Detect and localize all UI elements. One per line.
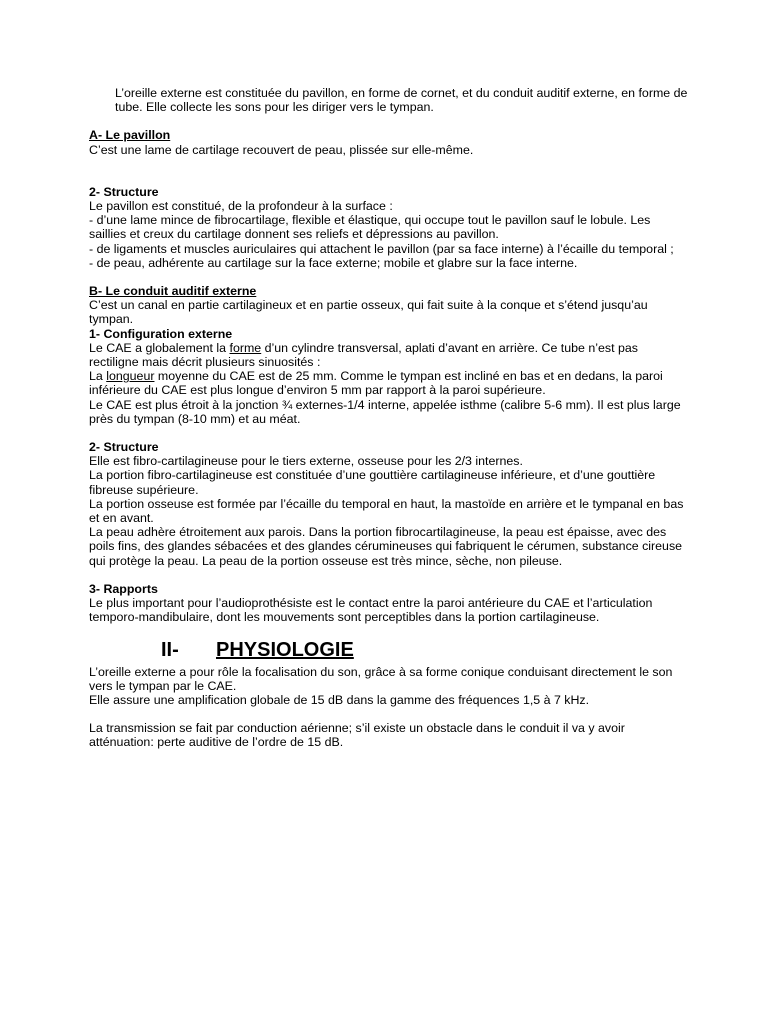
- section-physiologie: [89, 665, 689, 708]
- physiologie-paragraph: Elle assure une amplification globale de 15 dB dans la gamme des fréquences 1,5 à 7 kHz.: [89, 692, 590, 707]
- heading-conduit-structure: 2- Structure: [89, 440, 159, 455]
- conduit-structure-line: Elle est fibro-cartilagineuse pour le tiers externe, osseuse pour les 2/3 internes.: [89, 454, 523, 469]
- text-segment: d’un cylindre transversal, aplati d’avant en arrière. Ce tube n’est pas rectiligne mais décrit plusieurs sinuosités :: [89, 340, 638, 370]
- conduit-structure-line: La portion fibro-cartilagineuse est constituée d’une gouttière cartilagineuse inférieure, et d’une gouttière fibreuse supérieure.: [89, 468, 656, 497]
- physiologie-heading: PHYSIOLOGIE: [216, 638, 354, 661]
- text-segment: La: [89, 369, 107, 384]
- configuration-paragraph-isthme: Le CAE est plus étroit à la jonction ¾ externes-1/4 interne, appelée isthme (calibre 5-6 mm). Il est plus large près du tympan (8-10 mm) et au méat.: [89, 397, 681, 426]
- heading-pavillon-structure: 2- Structure: [89, 184, 159, 199]
- physiologie-paragraph: L’oreille externe a pour rôle la focalisation du son, grâce à sa forme conique conduisant directement le son vers le tympan par le CAE.: [89, 664, 673, 693]
- physiologie-title: [161, 639, 689, 661]
- pavillon-description: C’est une lame de cartilage recouvert de peau, plissée sur elle-même.: [89, 142, 474, 157]
- pavillon-structure-line: - de peau, adhérente au cartilage sur la face externe; mobile et glabre sur la face interne.: [89, 255, 578, 270]
- section-pavillon: [89, 128, 689, 156]
- physiologie-number: II-: [161, 638, 179, 661]
- configuration-paragraph-forme: [89, 341, 689, 369]
- document-page: [89, 86, 689, 764]
- heading-configuration: 1- Configuration externe: [89, 326, 233, 341]
- section-rapports: [89, 582, 689, 625]
- section-transmission: [89, 721, 689, 749]
- underlined-term-longueur: longueur: [106, 369, 155, 384]
- pavillon-structure-line: - de ligaments et muscles auriculaires qui attachent le pavillon (par sa face interne) à l’écaille du temporal ;: [89, 241, 674, 256]
- heading-conduit: B- Le conduit auditif externe: [89, 284, 257, 299]
- text-segment: Le CAE a globalement la: [89, 340, 230, 355]
- heading-pavillon: A- Le pavillon: [89, 128, 171, 143]
- configuration-paragraph-longueur: [89, 369, 689, 397]
- conduit-description: C’est un canal en partie cartilagineux et en partie osseux, qui fait suite à la conque et s’étend jusqu’au tympan.: [89, 298, 648, 327]
- pavillon-structure-line: - d’une lame mince de fibrocartilage, flexible et élastique, qui occupe tout le pavillon sauf le lobule. Les saillies et creux du cartilage donnent ses reliefs et dépressions au pavillon.: [89, 213, 651, 242]
- section-pavillon-structure: [89, 185, 689, 270]
- text-segment: moyenne du CAE est de 25 mm. Comme le tympan est incliné en bas et en dedans, la paroi inférieure du CAE est plus longue d’environ 5 mm par rapport à la paroi supérieure.: [89, 369, 663, 398]
- section-conduit-structure: [89, 440, 689, 568]
- pavillon-structure-line: Le pavillon est constitué, de la profondeur à la surface :: [89, 199, 393, 214]
- intro-paragraph: L’oreille externe est constituée du pavillon, en forme de cornet, et du conduit auditif externe, en forme de tube. Elle collecte les sons pour les diriger vers le tympan.: [115, 86, 688, 115]
- transmission-paragraph: La transmission se fait par conduction aérienne; s’il existe un obstacle dans le conduit il va y avoir atténuation: perte auditive de l’ordre de 15 dB.: [89, 721, 625, 750]
- conduit-structure-line: La portion osseuse est formée par l’écaille du temporal en haut, la mastoïde en arrière et le tympanal en bas et en avant.: [89, 496, 684, 526]
- section-conduit: [89, 284, 689, 426]
- conduit-structure-line: La peau adhère étroitement aux parois. Dans la portion fibrocartilagineuse, la peau est épaisse, avec des poils fins, des glandes sébacées et des glandes cérumineuses qui fabriquent le cérumen, substance cireuse qui protège la peau. La peau de la portion osseuse est très mince, sèche, non pileuse.: [89, 525, 683, 568]
- rapports-description: Le plus important pour l’audioprothésiste est le contact entre la paroi antérieure du CAE et l’articulation temporo-mandibulaire, dont les mouvements sont perceptibles dans la portion cartilagineuse.: [89, 596, 653, 625]
- underlined-term-forme: forme: [229, 340, 262, 355]
- heading-rapports: 3- Rapports: [89, 581, 158, 596]
